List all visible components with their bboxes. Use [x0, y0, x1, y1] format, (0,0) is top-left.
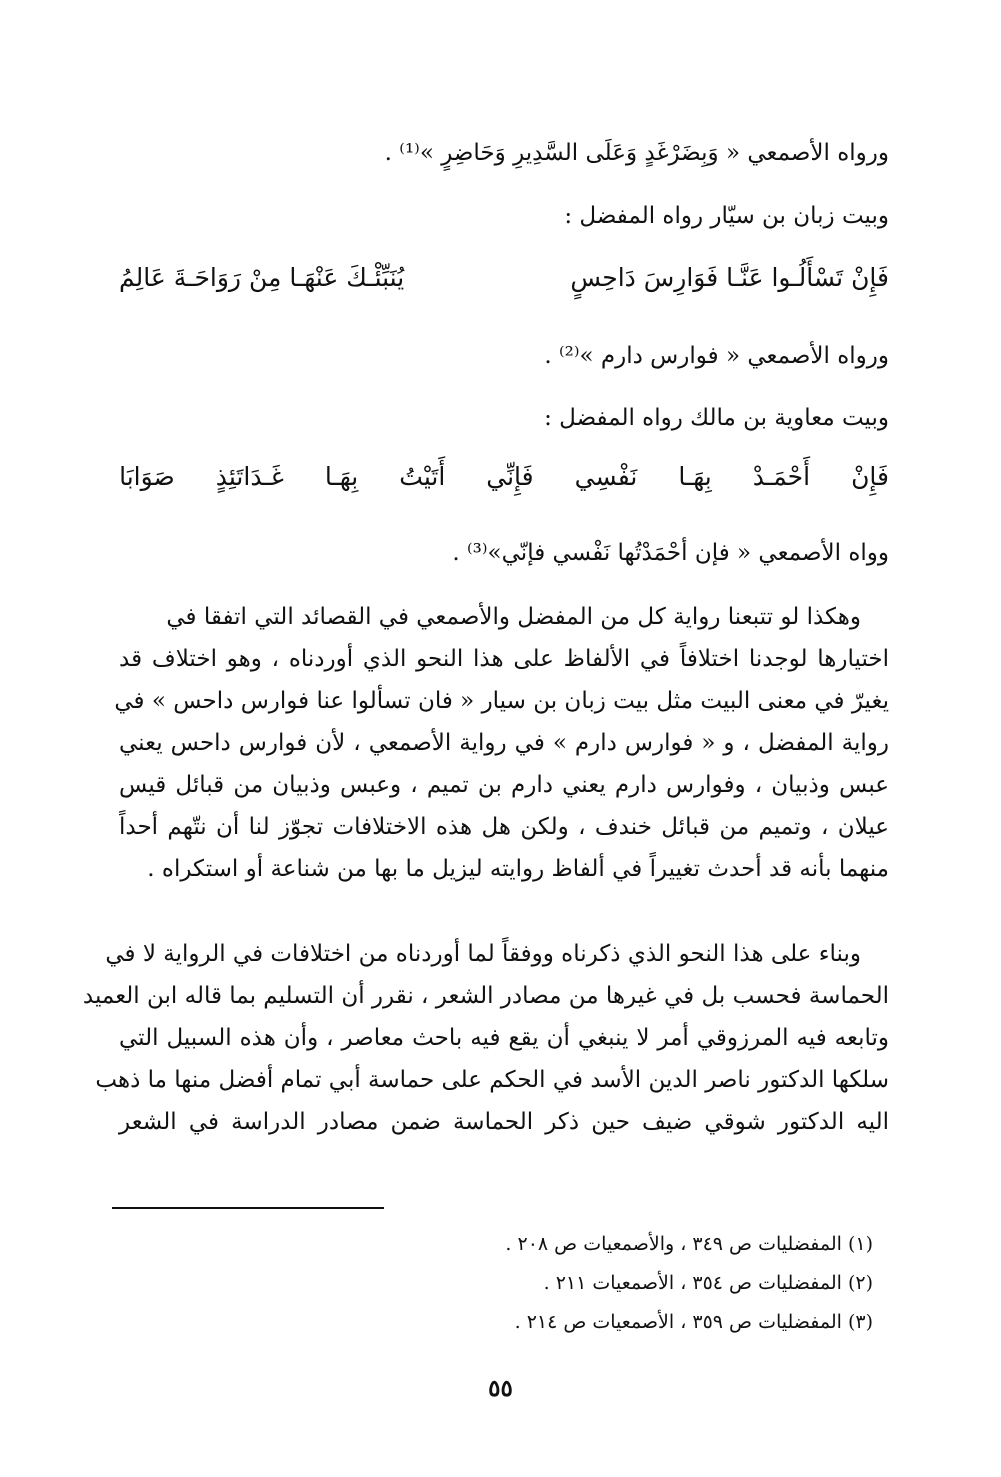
- paragraph-line: اليه الدكتور شوقي ضيف حين ذكر الحماسة ضمن مصادر الدراسة في الشعر: [119, 1109, 889, 1135]
- paragraph-line: سلكها الدكتور ناصر الدين الأسد في الحكم على حماسة أبي تمام أفضل منها ما ذهب: [95, 1067, 889, 1093]
- footnote-divider: [112, 1207, 384, 1209]
- verse-word: غَـدَاتَئِذٍ: [215, 462, 284, 491]
- paragraph-line: وهكذا لو تتبعنا رواية كل من المفضل والأصمعي في القصائد التي اتفقا في: [166, 604, 861, 630]
- verse-word: فَإِنْ: [851, 462, 889, 491]
- footnote: (٣) المفضليات ص ٣٥٩ ، الأصمعيات ص ٢١٤ .: [514, 1311, 873, 1333]
- verse-hemistich: فَإِنْ تَسْأَلُـوا عَنَّـا فَوَارِسَ دَاحِسٍ: [570, 263, 889, 292]
- footnote: (١) المفضليات ص ٣٤٩ ، والأصمعيات ص ٢٠٨ .: [505, 1233, 873, 1255]
- page-number: ٥٥: [488, 1375, 513, 1402]
- text-line: وبيت معاوية بن مالك رواه المفضل :: [544, 405, 889, 431]
- verse-word: صَوَابَا: [119, 462, 175, 491]
- text-line: ورواه الأصمعي « وَبِضَرْغَدٍ وَعَلَى السَّدِيرِ وَحَاضِرٍ »⁽¹⁾ .: [384, 140, 889, 166]
- verse-word: أَحْمَـدْ: [752, 462, 811, 491]
- text-line: وبيت زبان بن سيّار رواه المفضل :: [564, 203, 889, 229]
- verse-word: بِهَـا: [324, 462, 359, 491]
- paragraph-line: الحماسة فحسب بل في غيرها من مصادر الشعر ، نقرر أن التسليم بما قاله ابن العميد: [82, 983, 889, 1009]
- verse-2: [119, 462, 889, 491]
- verse-word: فَإِنِّي: [486, 462, 534, 491]
- paragraph-line: وبناء على هذا النحو الذي ذكرناه ووفقاً لما أوردناه من اختلافات في الرواية لا في: [105, 941, 861, 967]
- paragraph-line: منهما بأنه قد أحدث تغييراً في ألفاظ روايته ليزيل ما بها من شناعة أو استكراه .: [147, 856, 889, 882]
- paragraph-line: اختيارها لوجدنا اختلافاً في الألفاظ على هذا النحو الذي أوردناه ، وهو اختلاف قد: [119, 646, 889, 672]
- verse-hemistich: يُنَبِّئْـكَ عَنْهَـا مِنْ رَوَاحَـةَ عَالِمُ: [119, 263, 405, 292]
- text-line: ورواه الأصمعي « فوارس دارم »⁽²⁾ .: [544, 343, 889, 369]
- verse-1: [119, 263, 889, 292]
- verse-word: نَفْسِي: [574, 462, 638, 491]
- paragraph-line: وتابعه فيه المرزوقي أمر لا ينبغي أن يقع فيه باحث معاصر ، وأن هذه السبيل التي: [119, 1025, 889, 1051]
- verse-word: بِهَـا: [678, 462, 712, 491]
- footnote: (٢) المفضليات ص ٣٥٤ ، الأصمعيات ٢١١ .: [543, 1272, 873, 1294]
- paragraph-line: عيلان ، وتميم من قبائل خندف ، ولكن هل هذه الاختلافات تجوّز لنا أن نتّهم أحداً: [119, 814, 889, 840]
- paragraph-line: يغيرّ في معنى البيت مثل بيت زبان بن سيار « فان تسألوا عنا فوارس داحس » في: [114, 688, 889, 714]
- paragraph-line: عبس وذبيان ، وفوارس دارم يعني دارم بن تميم ، وعبس وذبيان من قبائل قيس: [119, 772, 889, 798]
- paragraph-line: رواية المفضل ، و « فوارس دارم » في رواية الأصمعي ، لأن فوارس داحس يعني: [119, 730, 889, 756]
- text-line: وواه الأصمعي « فإن أحْمَدْتُها نَفْسي فإنّي»⁽³⁾ .: [452, 540, 889, 566]
- verse-word: أَتَيْتُ: [399, 462, 446, 491]
